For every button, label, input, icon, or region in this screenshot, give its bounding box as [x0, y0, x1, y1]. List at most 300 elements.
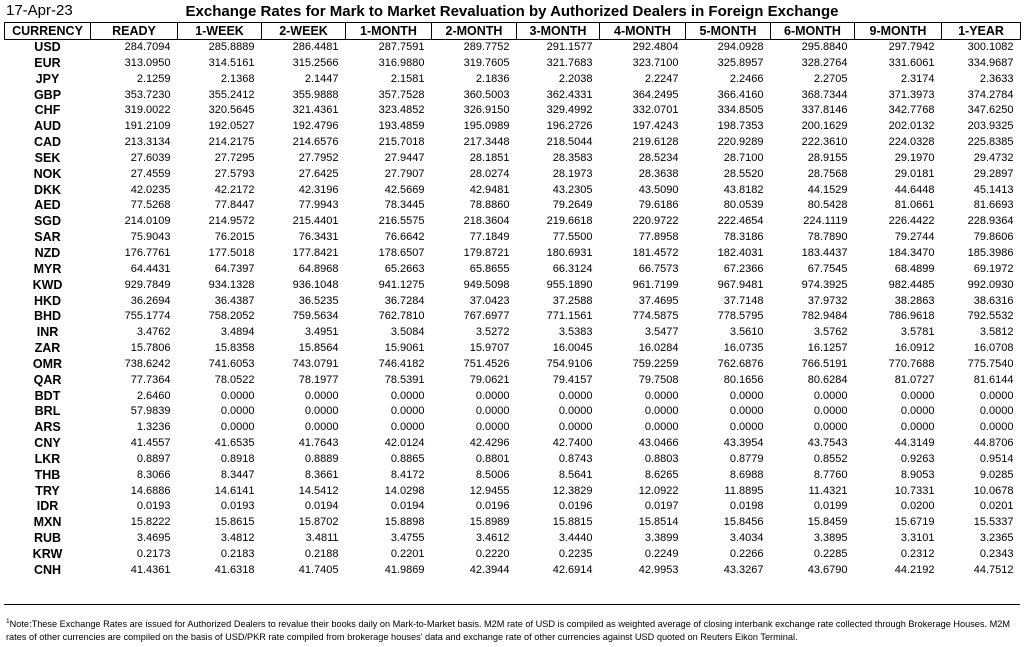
rate-cell: 197.4243: [632, 120, 679, 133]
currency-code: OMR: [32, 356, 63, 371]
rate-cell: 214.0109: [124, 215, 171, 228]
rate-cell: 15.8615: [214, 516, 255, 529]
rate-cell: 64.7397: [214, 262, 255, 275]
column-header-3-month: 3-MONTH: [517, 23, 600, 40]
rate-cell: 3.4612: [475, 532, 510, 545]
currency-code: BHD: [33, 309, 62, 324]
rate-cell: 43.5090: [638, 183, 679, 196]
currency-code: CNH: [33, 562, 62, 577]
currency-code: NOK: [33, 166, 62, 181]
rate-cell: 3.4894: [220, 326, 255, 339]
column-header-9-month: 9-MONTH: [855, 23, 942, 40]
rate-cell: 42.0235: [130, 183, 171, 196]
rate-cell: 982.4485: [888, 278, 935, 291]
rate-cell: 316.9880: [378, 56, 425, 69]
rate-cell: 42.3944: [469, 563, 510, 576]
rate-cell: 75.9043: [130, 231, 171, 244]
rate-cell: 15.8898: [384, 516, 425, 529]
rate-cell: 27.6425: [298, 167, 339, 180]
rate-cell: 8.6265: [644, 468, 679, 481]
currency-code: AED: [34, 198, 61, 213]
rate-cell: 195.0989: [463, 120, 510, 133]
rate-cell: 44.8706: [973, 437, 1014, 450]
currency-code: USD: [34, 40, 61, 54]
rate-cell: 2.2705: [813, 72, 848, 85]
currency-code: SGD: [33, 214, 62, 229]
rate-cell: 3.5610: [729, 326, 764, 339]
rate-cell: 183.4437: [801, 246, 848, 259]
currency-code: QAR: [33, 372, 62, 387]
rate-cell: 0.0000: [220, 405, 255, 418]
rate-cell: 67.2366: [723, 262, 764, 275]
rate-cell: 41.4557: [130, 437, 171, 450]
table-row: [5, 341, 1021, 357]
rate-cell: 29.2897: [973, 167, 1014, 180]
table-row: [5, 183, 1021, 199]
rate-cell: 371.3973: [888, 88, 935, 101]
rate-cell: 66.3124: [552, 262, 593, 275]
rate-cell: 57.9839: [130, 405, 171, 418]
rate-cell: 41.9869: [384, 563, 425, 576]
rate-cell: 192.4796: [292, 120, 339, 133]
rate-cell: 29.4732: [973, 151, 1014, 164]
rate-cell: 3.5084: [390, 326, 425, 339]
rate-cell: 0.0000: [220, 421, 255, 434]
rate-cell: 78.5391: [384, 373, 425, 386]
rate-cell: 2.1259: [136, 72, 171, 85]
column-header-currency: CURRENCY: [5, 23, 91, 40]
rate-cell: 76.6642: [384, 231, 425, 244]
rate-cell: 42.0124: [384, 437, 425, 450]
rate-cell: 42.3196: [298, 183, 339, 196]
rate-cell: 0.0000: [729, 405, 764, 418]
rate-cell: 179.8721: [463, 246, 510, 259]
rate-cell: 758.2052: [208, 310, 255, 323]
rate-cell: 314.5161: [208, 56, 255, 69]
rate-cell: 0.0000: [390, 421, 425, 434]
column-header-ready: READY: [91, 23, 178, 40]
rate-cell: 0.2235: [558, 548, 593, 560]
column-header-1-week: 1-WEEK: [178, 23, 262, 40]
rate-cell: 291.1577: [546, 41, 593, 53]
rate-cell: 2.1368: [220, 72, 255, 85]
rate-cell: 0.8897: [136, 452, 171, 465]
rate-cell: 222.4654: [717, 215, 764, 228]
rate-cell: 200.1629: [801, 120, 848, 133]
rate-cell: 67.7545: [807, 262, 848, 275]
rate-cell: 0.2285: [813, 548, 848, 560]
rate-cell: 37.4695: [638, 294, 679, 307]
rate-cell: 786.9618: [888, 310, 935, 323]
table-body: [5, 40, 1021, 579]
rate-cell: 285.8889: [208, 41, 255, 53]
table-row: [5, 214, 1021, 230]
rate-cell: 0.0000: [304, 405, 339, 418]
currency-code: HKD: [33, 293, 62, 308]
rate-cell: 38.2863: [894, 294, 935, 307]
rate-cell: 319.0022: [124, 104, 171, 117]
rate-cell: 334.8505: [717, 104, 764, 117]
rate-cell: 0.0196: [475, 500, 510, 513]
rate-cell: 3.4811: [305, 532, 339, 545]
rate-cell: 28.7568: [807, 167, 848, 180]
currency-code: BRL: [34, 404, 61, 419]
page-title: Exchange Rates for Mark to Market Revaluation by Authorized Dealers in Foreign Exchange: [185, 3, 839, 20]
rate-cell: 45.1413: [973, 183, 1014, 196]
rate-cell: 42.7400: [552, 437, 593, 450]
rate-cell: 42.2172: [214, 183, 255, 196]
rate-cell: 0.0000: [900, 405, 935, 418]
rate-cell: 43.0466: [638, 437, 679, 450]
rate-cell: 3.4034: [729, 532, 764, 545]
rate-cell: 2.6460: [136, 389, 171, 402]
currency-code: MYR: [33, 261, 62, 276]
rate-cell: 8.6988: [729, 468, 764, 481]
rate-cell: 15.9707: [469, 342, 510, 355]
rate-cell: 0.2188: [304, 548, 339, 560]
rate-cell: 77.5500: [552, 231, 593, 244]
table-row: [5, 72, 1021, 88]
rate-cell: 218.3604: [463, 215, 510, 228]
rate-cell: 28.5234: [638, 151, 679, 164]
rate-cell: 295.8840: [801, 41, 848, 53]
rate-cell: 180.6931: [546, 246, 593, 259]
rate-cell: 41.7405: [298, 563, 339, 576]
rate-cell: 42.9481: [469, 183, 510, 196]
table-row: [5, 103, 1021, 119]
rate-cell: 0.0000: [813, 421, 848, 434]
rate-cell: 11.8895: [724, 484, 764, 497]
rate-cell: 222.3610: [801, 136, 848, 149]
rate-cell: 738.6242: [124, 357, 171, 370]
rate-cell: 79.0621: [469, 373, 510, 386]
rate-cell: 16.0045: [552, 342, 593, 355]
rate-cell: 8.9053: [900, 468, 935, 481]
rate-cell: 325.8957: [717, 56, 764, 69]
rate-cell: 0.2183: [220, 548, 255, 560]
rate-cell: 0.9263: [900, 452, 935, 465]
rate-cell: 14.5412: [298, 484, 339, 497]
rate-cell: 216.5575: [378, 215, 425, 228]
rate-cell: 28.0274: [469, 167, 510, 180]
rate-cell: 14.6141: [214, 484, 255, 497]
rate-cell: 0.0000: [220, 389, 255, 402]
rate-cell: 992.0930: [967, 278, 1014, 291]
rate-cell: 355.2412: [208, 88, 255, 101]
rate-cell: 3.4440: [558, 532, 593, 545]
currency-code: BDT: [34, 388, 61, 403]
rate-cell: 0.0000: [304, 421, 339, 434]
rate-cell: 8.3066: [136, 468, 171, 481]
table-row: [5, 135, 1021, 151]
rate-cell: 329.4992: [546, 104, 593, 117]
rate-cell: 77.5268: [130, 199, 171, 212]
rate-cell: 0.8918: [220, 452, 255, 465]
rate-cell: 8.4172: [390, 468, 425, 481]
rate-cell: 337.8146: [801, 104, 848, 117]
rate-cell: 1.3236: [136, 421, 171, 434]
rate-cell: 78.1977: [298, 373, 339, 386]
rate-cell: 774.5875: [632, 310, 679, 323]
rate-cell: 2.2247: [644, 72, 679, 85]
currency-code: JPY: [35, 71, 60, 86]
rate-cell: 0.0199: [813, 500, 848, 513]
rate-cell: 41.6535: [214, 437, 255, 450]
rate-cell: 778.5795: [717, 310, 764, 323]
rate-cell: 81.0727: [894, 373, 935, 386]
rate-cell: 68.4899: [894, 262, 935, 275]
currency-code: EUR: [34, 55, 61, 70]
rate-cell: 28.5520: [723, 167, 764, 180]
rate-cell: 366.4160: [717, 88, 764, 101]
rate-cell: 15.8564: [298, 342, 339, 355]
rate-cell: 219.6128: [632, 136, 679, 149]
rate-cell: 12.9455: [469, 484, 510, 497]
rate-cell: 8.3447: [220, 468, 255, 481]
rate-cell: 217.3448: [463, 136, 510, 149]
rate-cell: 79.7508: [638, 373, 679, 386]
rate-cell: 292.4804: [632, 41, 679, 53]
rate-cell: 353.7230: [124, 88, 171, 101]
rate-cell: 0.0000: [475, 405, 510, 418]
rate-cell: 42.5669: [384, 183, 425, 196]
rate-cell: 0.8779: [729, 452, 764, 465]
column-header-2-month: 2-MONTH: [432, 23, 517, 40]
rate-cell: 14.0298: [384, 484, 425, 497]
rate-cell: 15.5337: [973, 516, 1014, 529]
rate-cell: 3.4812: [220, 532, 255, 545]
rate-cell: 16.0284: [638, 342, 679, 355]
rate-cell: 15.6719: [894, 516, 935, 529]
table-row: [5, 230, 1021, 246]
rate-cell: 755.1774: [124, 310, 171, 323]
rate-cell: 967.9481: [717, 278, 764, 291]
rate-cell: 286.4481: [292, 41, 339, 53]
rate-cell: 0.0000: [979, 421, 1014, 434]
rate-cell: 27.4559: [130, 167, 171, 180]
table-row: [5, 515, 1021, 531]
rate-cell: 3.3899: [644, 532, 679, 545]
rate-cell: 215.4401: [292, 215, 339, 228]
table-row: [5, 420, 1021, 436]
table-row: [5, 468, 1021, 484]
rate-cell: 44.3149: [894, 437, 935, 450]
rate-cell: 3.5812: [979, 326, 1014, 339]
report-date: 17-Apr-23: [6, 2, 73, 19]
currency-code: ARS: [34, 420, 61, 435]
rate-cell: 0.2266: [729, 548, 764, 560]
rate-cell: 323.7100: [632, 56, 679, 69]
rate-cell: 28.1973: [552, 167, 593, 180]
rate-cell: 762.6876: [717, 357, 764, 370]
table-row: [5, 246, 1021, 262]
rate-cell: 77.9943: [298, 199, 339, 212]
rate-cell: 214.2175: [208, 136, 255, 149]
rate-cell: 64.4431: [130, 262, 171, 275]
rate-cell: 38.6316: [973, 294, 1014, 307]
rate-cell: 177.5018: [208, 246, 255, 259]
rate-cell: 770.7688: [888, 357, 935, 370]
rate-cell: 81.0661: [894, 199, 935, 212]
rate-cell: 0.2220: [475, 548, 510, 560]
rate-cell: 27.7907: [384, 167, 425, 180]
rate-cell: 936.1048: [292, 278, 339, 291]
currency-code: KRW: [32, 547, 63, 561]
currency-code: CHF: [34, 103, 61, 118]
rate-cell: 3.4695: [136, 532, 171, 545]
rate-cell: 215.7018: [378, 136, 425, 149]
rate-cell: 16.1257: [807, 342, 848, 355]
rate-cell: 2.3174: [900, 72, 935, 85]
rate-cell: 185.3986: [967, 246, 1014, 259]
column-header-4-month: 4-MONTH: [600, 23, 686, 40]
rate-cell: 754.9106: [546, 357, 593, 370]
rate-cell: 36.2694: [130, 294, 171, 307]
rate-cell: 766.5191: [801, 357, 848, 370]
rate-cell: 193.4859: [378, 120, 425, 133]
rate-cell: 16.0708: [973, 342, 1014, 355]
rate-cell: 80.6284: [807, 373, 848, 386]
rate-cell: 77.8958: [638, 231, 679, 244]
rate-cell: 2.2038: [558, 72, 593, 85]
rate-cell: 0.0000: [304, 389, 339, 402]
rate-cell: 76.3431: [298, 231, 339, 244]
rate-cell: 14.6886: [130, 484, 171, 497]
rate-cell: 27.7295: [214, 151, 255, 164]
table-row: [5, 357, 1021, 373]
rate-cell: 42.9953: [638, 563, 679, 576]
rate-cell: 360.5003: [463, 88, 510, 101]
rate-cell: 225.8385: [967, 136, 1014, 149]
currency-code: DKK: [33, 182, 62, 197]
rate-cell: 44.6448: [894, 183, 935, 196]
table-row: [5, 278, 1021, 294]
rate-cell: 287.7591: [378, 41, 425, 53]
rate-cell: 289.7752: [463, 41, 510, 53]
table-row: [5, 56, 1021, 72]
rate-cell: 214.6576: [292, 136, 339, 149]
table-row: [5, 563, 1021, 579]
rate-cell: 368.7344: [801, 88, 848, 101]
rate-cell: 37.9732: [807, 294, 848, 307]
rate-cell: 321.7683: [546, 56, 593, 69]
rate-cell: 0.2201: [390, 548, 425, 560]
rate-cell: 78.3445: [384, 199, 425, 212]
rate-cell: 8.7760: [813, 468, 848, 481]
rate-cell: 331.6061: [888, 56, 935, 69]
rate-cell: 313.0950: [124, 56, 171, 69]
rate-cell: 196.2726: [546, 120, 593, 133]
currency-code: THB: [34, 467, 61, 482]
currency-code: MXN: [33, 515, 62, 530]
rate-cell: 334.9687: [967, 56, 1014, 69]
rate-cell: 79.2744: [894, 231, 935, 244]
exchange-rates-table: [4, 22, 1021, 579]
rate-cell: 15.8815: [552, 516, 593, 529]
table-row: [5, 436, 1021, 452]
rate-cell: 79.8606: [973, 231, 1014, 244]
rate-cell: 3.3895: [813, 532, 848, 545]
rate-cell: 43.3267: [723, 563, 764, 576]
rate-cell: 319.7605: [463, 56, 510, 69]
rate-cell: 955.1890: [546, 278, 593, 291]
rate-cell: 15.8459: [807, 516, 848, 529]
rate-cell: 36.5235: [298, 294, 339, 307]
rate-cell: 29.1970: [894, 151, 935, 164]
rate-cell: 775.7540: [967, 357, 1014, 370]
rate-cell: 2.3633: [979, 72, 1014, 85]
rate-cell: 3.5272: [475, 326, 510, 339]
currency-code: IDR: [36, 499, 59, 514]
rate-cell: 332.0701: [632, 104, 679, 117]
table-row: [5, 531, 1021, 547]
rate-cell: 0.0000: [390, 389, 425, 402]
rate-cell: 43.3954: [723, 437, 764, 450]
rate-cell: 77.7364: [130, 373, 171, 386]
table-row: [5, 499, 1021, 515]
rate-cell: 27.7952: [298, 151, 339, 164]
rate-cell: 78.0522: [214, 373, 255, 386]
rate-cell: 202.0132: [888, 120, 935, 133]
rate-cell: 300.1082: [967, 41, 1014, 53]
rate-cell: 192.0527: [208, 120, 255, 133]
rate-cell: 374.2784: [967, 88, 1014, 101]
table-row: [5, 373, 1021, 389]
rate-cell: 0.0000: [390, 405, 425, 418]
rate-cell: 219.6618: [546, 215, 593, 228]
rate-cell: 759.5634: [292, 310, 339, 323]
rate-cell: 77.8447: [214, 199, 255, 212]
rate-cell: 79.6186: [638, 199, 679, 212]
rate-cell: 220.9289: [717, 136, 764, 149]
rate-cell: 759.2259: [632, 357, 679, 370]
column-header-6-month: 6-MONTH: [771, 23, 855, 40]
rate-cell: 178.6507: [378, 246, 425, 259]
rate-cell: 934.1328: [208, 278, 255, 291]
rate-cell: 2.1836: [475, 72, 510, 85]
rate-cell: 76.2015: [214, 231, 255, 244]
currency-code: NZD: [34, 245, 61, 260]
rate-cell: 28.9155: [807, 151, 848, 164]
rate-cell: 15.8702: [298, 516, 339, 529]
rate-cell: 43.2305: [552, 183, 593, 196]
rate-cell: 284.7094: [124, 41, 171, 53]
rate-cell: 43.8182: [723, 183, 764, 196]
rate-cell: 3.3101: [900, 532, 935, 545]
rate-cell: 0.0000: [475, 421, 510, 434]
rate-cell: 44.1529: [807, 183, 848, 196]
rate-cell: 974.3925: [801, 278, 848, 291]
rate-cell: 15.8989: [469, 516, 510, 529]
rate-cell: 80.1656: [723, 373, 764, 386]
footnote: [6, 615, 1016, 644]
rate-cell: 8.5006: [475, 468, 510, 481]
rate-cell: 941.1275: [378, 278, 425, 291]
rate-cell: 3.4951: [304, 326, 339, 339]
rate-cell: 27.5793: [214, 167, 255, 180]
rate-cell: 321.4361: [292, 104, 339, 117]
column-header-5-month: 5-MONTH: [686, 23, 771, 40]
rate-cell: 0.0000: [729, 389, 764, 402]
footnote-divider: [4, 604, 1020, 605]
column-header-1-month: 1-MONTH: [346, 23, 432, 40]
rate-cell: 8.3661: [304, 468, 339, 481]
rate-cell: 37.0423: [469, 294, 510, 307]
rate-cell: 78.7890: [807, 231, 848, 244]
footnote-text: Note:These Exchange Rates are issued for Authorized Dealers to revalue their books daily on Mark-to-Market basis. M2M rate of USD is compiled as weighted average of closing interbank exchange rate collected through Brokerage Houses. M2M rates of other currencies are compiled on the basis of USD/PKR rate compiled from brokerage houses' data and exchange rate of other currencies against USD quoted on Reuters Eikon Terminal.: [6, 619, 1011, 643]
rate-cell: 42.4296: [469, 437, 510, 450]
rate-cell: 12.0922: [638, 484, 679, 497]
